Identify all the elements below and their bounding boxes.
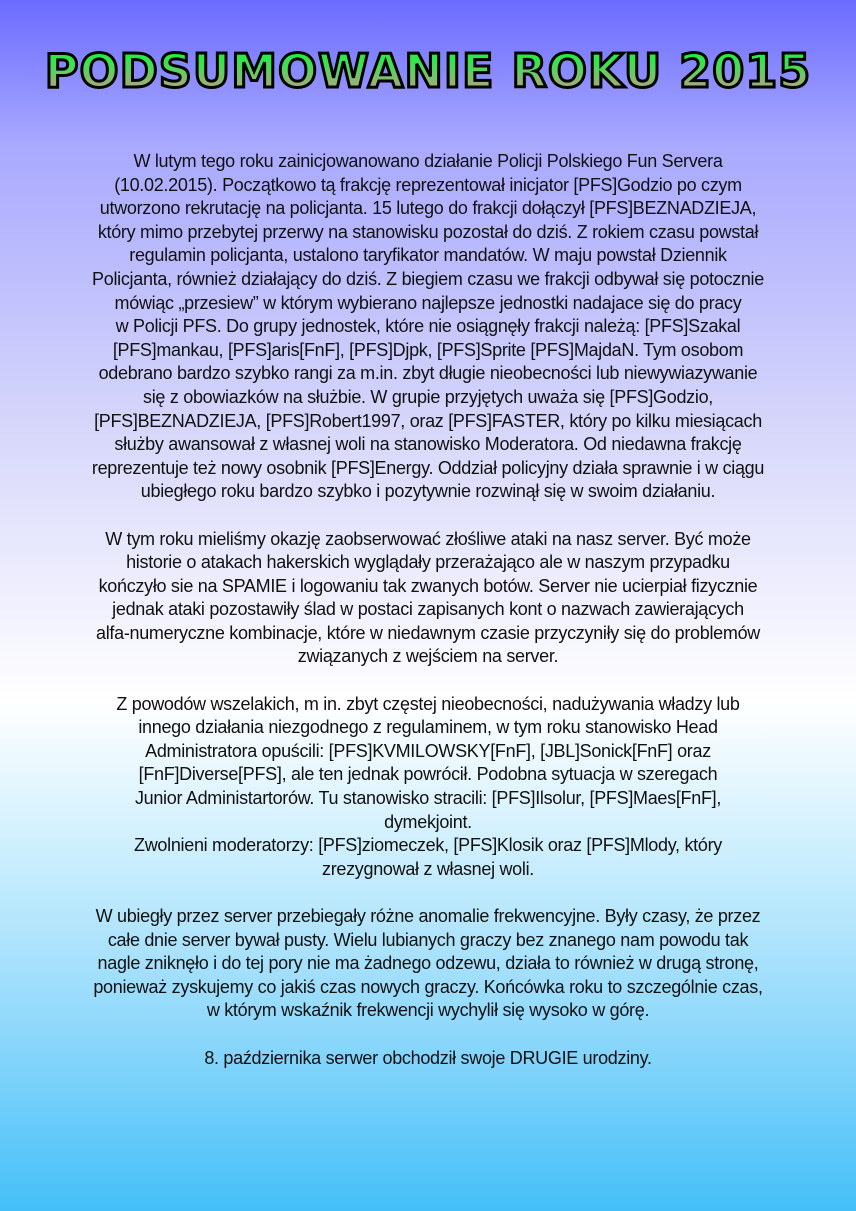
text-line: Junior Administartorów. Tu stanowisko stracili: [PFS]Ilsolur, [PFS]Maes[FnF],	[134, 788, 722, 809]
paragraph	[12, 693, 844, 882]
text-line: W tym roku mieliśmy okazję zaobserwować złośliwe ataki na nasz server. Być może	[105, 528, 751, 549]
text-line: mówiąc „przesiew” w którym wybierano najlepsze jednostki nadajace się do pracy	[114, 292, 742, 313]
text-line: dymekjoint.	[384, 811, 472, 832]
text-line: Policjanta, również działający do dziś. Z biegiem czasu we frakcji odbywał się potocznie	[92, 268, 764, 289]
text-line: kończyło sie na SPAMIE i logowaniu tak zwanych botów. Server nie ucierpiał fizycznie	[98, 575, 758, 596]
text-line: jednak ataki pozostawiły ślad w postaci zapisanych kont o nazwach zawierających	[112, 599, 744, 620]
text-line: alfa-numeryczne kombinacje, które w niedawnym czasie przyczyniły się do problemów	[96, 622, 760, 643]
text-line: w którym wskaźnik frekwencji wychylił się wysoko w górę.	[206, 1000, 650, 1021]
article-body	[0, 150, 856, 1094]
text-line: się z obowiazków na służbie. W grupie przyjętych uważa się [PFS]Godzio,	[143, 386, 713, 407]
paragraph	[12, 528, 844, 670]
text-line: ponieważ zyskujemy co jakiś czas nowych graczy. Końcówka roku to szczególnie czas,	[93, 976, 763, 997]
text-line: nagle zniknęło i do tej pory nie ma żadnego odzewu, działa to również w drugą stronę,	[97, 953, 759, 974]
text-line: reprezentuje też nowy osobnik [PFS]Energy. Oddział policyjny działa sprawnie i w ciągu	[91, 457, 765, 478]
text-line: zrezygnował z własnej woli.	[322, 858, 534, 879]
text-line: Z powodów wszelakich, m in. zbyt częstej nieobecności, nadużywania władzy lub	[116, 693, 740, 714]
text-line: który mimo przebytej przerwy na stanowisku pozostał do dziś. Z rokiem czasu powstał	[97, 221, 759, 242]
text-line: utworzono rekrutację na policjanta. 15 lutego do frakcji dołączył [PFS]BEZNADZIEJA,	[99, 198, 757, 219]
paragraph	[12, 905, 844, 1023]
paragraph	[12, 150, 844, 504]
text-line: odebrano bardzo szybko rangi za m.in. zbyt długie nieobecności lub niewywiazywanie	[98, 363, 758, 384]
text-line: W lutym tego roku zainicjowanowano działanie Policji Polskiego Fun Servera	[133, 151, 723, 171]
text-line: (10.02.2015). Początkowo tą frakcję reprezentował inicjator [PFS]Godzio po czym	[114, 174, 742, 195]
text-line: 8. października serwer obchodził swoje DRUGIE urodziny.	[204, 1047, 652, 1068]
text-line: ubiegłego roku bardzo szybko i pozytywnie rozwinął się w swoim działaniu.	[140, 481, 716, 502]
text-line: w Policji PFS. Do grupy jednostek, które nie osiągnęły frakcji należą: [PFS]Szakal	[115, 316, 741, 337]
text-line: [PFS]mankau, [PFS]aris[FnF], [PFS]Djpk, [PFS]Sprite [PFS]MajdaN. Tym osobom	[112, 339, 744, 360]
paragraph	[12, 1047, 844, 1071]
text-line: historie o atakach hakerskich wyglądały przerażająco ale w naszym przypadku	[126, 552, 730, 573]
text-line: Administratora opuścili: [PFS]KVMILOWSKY[FnF], [JBL]Sonick[FnF] oraz	[145, 740, 711, 761]
text-line: Zwolnieni moderatorzy: [PFS]ziomeczek, [PFS]Klosik oraz [PFS]Mlody, który	[134, 835, 722, 856]
text-line: W ubiegły przez server przebiegały różne anomalie frekwencyjne. Były czasy, że przez	[95, 906, 761, 926]
text-line: służby awansował z własnej woli na stanowisko Moderatora. Od niedawna frakcję	[114, 434, 742, 455]
title-container	[0, 42, 856, 100]
text-line: [PFS]BEZNADZIEJA, [PFS]Robert1997, oraz [PFS]FASTER, który po kilku miesiącach	[94, 410, 762, 431]
page-title: PODSUMOWANIE ROKU 2015	[44, 44, 812, 98]
text-line: regulamin policjanta, ustalono taryfikator mandatów. W maju powstał Dziennik	[129, 245, 727, 266]
text-line: [FnF]Diverse[PFS], ale ten jednak powrócił. Podobna sytuacja w szeregach	[138, 764, 718, 785]
text-line: związanych z wejściem na server.	[297, 646, 559, 667]
text-line: całe dnie server bywał pusty. Wielu lubianych graczy bez znanego nam powodu tak	[107, 929, 749, 950]
text-line: innego działania niezgodnego z regulaminem, w tym roku stanowisko Head	[138, 717, 718, 738]
